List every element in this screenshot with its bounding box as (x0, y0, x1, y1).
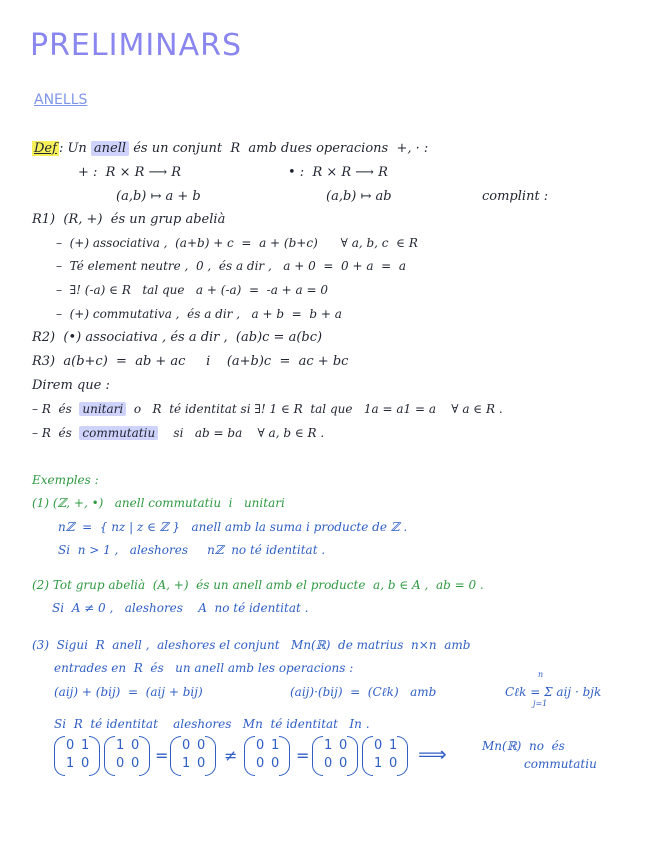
matrix-cell: 1 (374, 756, 383, 771)
example-3-line: entrades en R és un anell amb les operacions : (54, 661, 354, 675)
matrix-cell: 0 (197, 756, 206, 771)
conclusion-line-2: commutatiu (524, 757, 597, 771)
matrix-6 (362, 736, 408, 776)
complint-label: complint : (482, 189, 549, 204)
term-unitari: unitari (79, 402, 126, 416)
matrix-4 (244, 736, 290, 776)
axiom-r1-item: – ∃! (-a) ∈ R tal que a + (-a) = -a + a = 0 (56, 283, 329, 297)
term-commutatiu: commutatiu (79, 426, 158, 440)
matrix-cell: 0 (256, 756, 265, 771)
matrix-cell: 1 (66, 756, 75, 771)
commutatiu-definition (32, 425, 324, 441)
matrix-cell: 0 (256, 738, 265, 753)
matrix-cell: 0 (197, 738, 206, 753)
dot-map: • : R × R ⟶ R (288, 165, 388, 180)
matrix-cell: 0 (339, 738, 348, 753)
matrix-2 (104, 736, 150, 776)
implies-arrow: ⟹ (418, 742, 447, 766)
examples-heading: Exemples : (32, 473, 99, 487)
definition-text-b: és un conjunt R amb dues operacions +, · : (129, 141, 429, 156)
unitari-text-a: – R és (32, 402, 80, 416)
example-3-heading: (3) Sigui R anell , aleshores el conjunt Mn(ℝ) de matrius n×n amb (32, 638, 471, 652)
matrix-cell: 0 (66, 738, 75, 753)
conclusion-line-1: Mn(ℝ) no és (482, 739, 565, 753)
product-entry-formula: Cℓk = Σ aij · bjk (505, 685, 602, 699)
plus-map: + : R × R ⟶ R (78, 165, 182, 180)
matrix-cell: 0 (182, 738, 191, 753)
term-anell: anell (91, 141, 129, 156)
dot-rule: (a,b) ↦ ab (326, 189, 392, 204)
axiom-r1: R1) (R, +) és un grup abelià (32, 212, 226, 227)
matrix-1 (54, 736, 100, 776)
matrix-cell: 0 (389, 756, 398, 771)
axiom-r1-item: – (+) commutativa , és a dir , a + b = b + a (56, 307, 342, 321)
example-1-line: nℤ = { nz | z ∈ ℤ } anell amb la suma i producte de ℤ . (58, 520, 408, 534)
axiom-r1-item: – Té element neutre , 0 , és a dir , a + 0 = 0 + a = a (56, 259, 406, 273)
equals-sign: = (155, 746, 169, 765)
not-equal-sign: ≠ (224, 746, 238, 765)
matrix-cell: 1 (389, 738, 398, 753)
definition-text-a: : Un (58, 141, 91, 156)
definition-line (32, 141, 428, 157)
sigma-upper: n (538, 670, 544, 679)
matrix-cell: 0 (81, 756, 90, 771)
matrix-cell: 0 (131, 738, 140, 753)
section-heading: ANELLS (34, 92, 88, 108)
equals-sign: = (296, 746, 310, 765)
example-2-heading: (2) Tot grup abelià (A, +) és un anell amb el producte a, b ∈ A , ab = 0 . (32, 578, 484, 592)
matrix-product-rule: (aij)·(bij) = (Cℓk) amb (290, 685, 437, 699)
commutatiu-text-b: si ab = ba ∀ a, b ∈ R . (158, 426, 325, 440)
matrix-cell: 0 (271, 756, 280, 771)
axiom-r2: R2) (•) associativa , és a dir , (ab)c = a(bc) (32, 330, 323, 345)
matrix-cell: 1 (182, 756, 191, 771)
axiom-r3: R3) a(b+c) = ab + ac i (a+b)c = ac + bc (32, 354, 349, 369)
matrix-5 (312, 736, 358, 776)
matrix-3 (170, 736, 216, 776)
example-1-line: Si n > 1 , aleshores nℤ no té identitat . (58, 543, 326, 557)
direm-que: Direm que : (32, 378, 110, 393)
matrix-cell: 0 (339, 756, 348, 771)
plus-rule: (a,b) ↦ a + b (116, 189, 201, 204)
example-1-heading: (1) (ℤ, +, •) anell commutatiu i unitari (32, 496, 285, 510)
page-title: PRELIMINARS (30, 28, 243, 63)
unitari-definition (32, 401, 503, 417)
unitari-text-b: o R té identitat si ∃! 1 ∈ R tal que 1a = a1 = a ∀ a ∈ R . (126, 402, 503, 416)
matrix-cell: 1 (324, 738, 333, 753)
matrix-cell: 0 (374, 738, 383, 753)
axiom-r1-item: – (+) associativa , (a+b) + c = a + (b+c) ∀ a, b, c ∈ R (56, 236, 418, 250)
matrix-cell: 0 (131, 756, 140, 771)
matrix-sum-rule: (aij) + (bij) = (aij + bij) (54, 685, 203, 699)
definition-label: Def (34, 141, 57, 156)
matrix-cell: 0 (116, 756, 125, 771)
matrix-cell: 1 (81, 738, 90, 753)
matrix-cell: 1 (271, 738, 280, 753)
matrix-cell: 1 (116, 738, 125, 753)
example-3-identity: Si R té identitat aleshores Mn té identitat In . (54, 717, 370, 731)
sigma-lower: j=1 (533, 699, 548, 708)
matrix-cell: 0 (324, 756, 333, 771)
commutatiu-text-a: – R és (32, 426, 80, 440)
example-2-line: Si A ≠ 0 , aleshores A no té identitat . (52, 601, 309, 615)
